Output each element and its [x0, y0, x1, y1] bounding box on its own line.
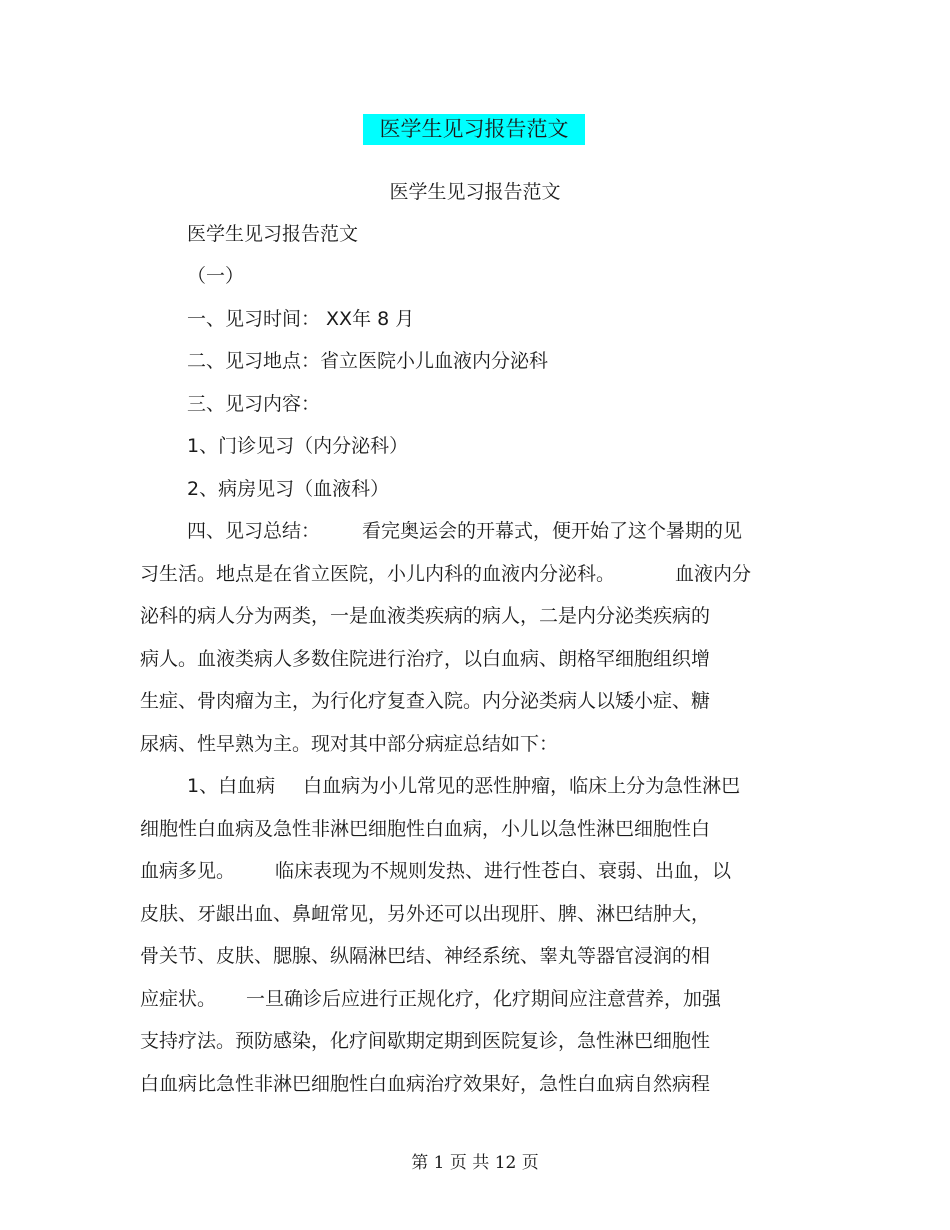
part-label: （一） [187, 265, 245, 287]
leukemia-paragraph-line: 白血病比急性非淋巴细胞性白血病治疗效果好，急性白血病自然病程 [140, 1073, 711, 1095]
summary-text: 血液内分 [675, 563, 752, 585]
leukemia-text: 应症状。 [140, 988, 217, 1010]
content-heading: 三、见习内容： [187, 393, 321, 415]
leukemia-paragraph-line [187, 772, 740, 800]
summary-text: 看完奥运会的开幕式，便开始了这个暑期的见 [362, 520, 743, 542]
summary-paragraph-line: 泌科的病人分为两类，一是血液类疾病的病人，二是内分泌类疾病的 [140, 605, 711, 627]
content-item-outpatient: 1、门诊见习（内分泌科） [187, 435, 409, 457]
summary-text: 习生活。地点是在省立医院，小儿内科的血液内分泌科。 [140, 563, 616, 585]
leukemia-text: 一旦确诊后应进行正规化疗，化疗期间应注意营养，加强 [246, 988, 722, 1010]
document-subtitle: 医学生见习报告范文 [187, 223, 359, 245]
leukemia-heading: 1、白血病 [187, 775, 276, 797]
summary-heading: 四、见习总结： [187, 520, 321, 542]
summary-paragraph-line [140, 560, 751, 588]
header-title-highlight: 医学生见习报告范文 [363, 114, 585, 145]
leukemia-paragraph-line: 骨关节、皮肤、腮腺、纵隔淋巴结、神经系统、睾丸等器官浸润的相 [140, 945, 711, 967]
leukemia-text: 血病多见。 [140, 860, 236, 882]
leukemia-text: 临床表现为不规则发热、进行性苍白、衰弱、出血，以 [275, 860, 732, 882]
page-number-footer: 第 1 页 共 12 页 [411, 1153, 539, 1173]
leukemia-paragraph-line [140, 857, 731, 885]
summary-paragraph-line: 生症、骨肉瘤为主，为行化疗复查入院。内分泌类病人以矮小症、糖 [140, 690, 711, 712]
leukemia-paragraph-line [140, 985, 721, 1013]
content-item-ward: 2、病房见习（血液科） [187, 478, 390, 500]
document-title: 医学生见习报告范文 [389, 181, 561, 203]
summary-paragraph-line: 病人。血液类病人多数住院进行治疗，以白血病、朗格罕细胞组织增 [140, 648, 711, 670]
internship-location: 二、见习地点：省立医院小儿血液内分泌科 [187, 350, 549, 372]
leukemia-paragraph-line: 皮肤、牙龈出血、鼻衄常见，另外还可以出现肝、脾、淋巴结肿大， [140, 903, 711, 925]
internship-time: 一、见习时间： XX年 8 月 [187, 308, 415, 330]
leukemia-paragraph-line: 支持疗法。预防感染，化疗间歇期定期到医院复诊，急性淋巴细胞性 [140, 1030, 711, 1052]
summary-paragraph-line [187, 517, 742, 545]
summary-paragraph-line: 尿病、性早熟为主。现对其中部分病症总结如下： [140, 733, 559, 755]
leukemia-text: 白血病为小儿常见的恶性肿瘤，临床上分为急性淋巴 [303, 775, 741, 797]
leukemia-paragraph-line: 细胞性白血病及急性非淋巴细胞性白血病，小儿以急性淋巴细胞性白 [140, 818, 711, 840]
